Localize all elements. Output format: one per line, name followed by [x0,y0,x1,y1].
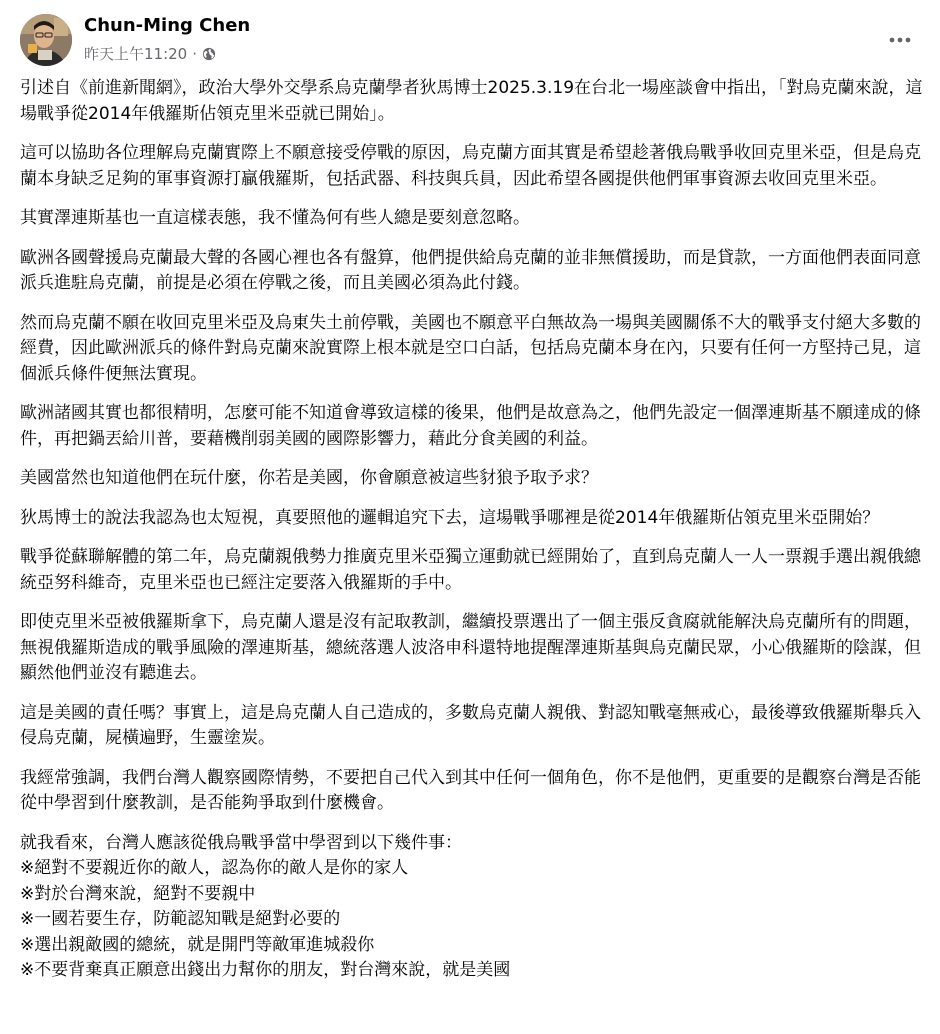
author-name[interactable]: Chun-Ming Chen [84,15,251,36]
post-paragraph: 歐洲諸國其實也都很精明，怎麼可能不知道會導致這樣的後果，他們是故意為之，他們先設定一個澤連斯基不願達成的條件，再把鍋丟給川普，要藉機削弱美國的國際影響力，藉此分食美國的利益。 [20,403,921,449]
list-item: ※選出親敵國的總統，就是開門等敵軍進城殺你 [20,934,375,955]
post-meta [84,43,216,64]
lessons-list [20,831,925,984]
post-paragraph: 歐洲各國聲援烏克蘭最大聲的各國心裡也各有盤算，他們提供給烏克蘭的並非無償援助，而是貸款，一方面他們表面同意派兵進駐烏克蘭，前提是必須在停戰之後，而且美國必須為此付錢。 [20,247,921,293]
post-paragraph: 然而烏克蘭不願在收回克里米亞及烏東失土前停戰，美國也不願意平白無故為一場與美國關係不大的戰爭支付絕大多數的經費，因此歐洲派兵的條件對烏克蘭來說實際上根本就是空口白話，包括烏克蘭本身在內，只要有任何一方堅持己見，這個派兵條件便無法實現。 [20,312,921,384]
more-horizontal-icon [888,36,912,44]
globe-icon[interactable] [202,47,216,61]
post-paragraph: 引述自《前進新聞網》，政治大學外交學系烏克蘭學者狄馬博士2025.3.19在台北一場座談會中指出，「對烏克蘭來說，這場戰爭從2014年俄羅斯佔領克里米亞就已開始」。 [20,78,923,124]
avatar[interactable] [20,14,72,66]
post-paragraph: 狄馬博士的說法我認為也太短視，真要照他的邏輯追究下去，這場戰爭哪裡是從2014年俄羅斯佔領克里米亞開始？ [20,507,880,528]
more-options-button[interactable] [882,22,918,58]
post-paragraph: 美國當然也知道他們在玩什麼，你若是美國，你會願意被這些豺狼予取予求？ [20,468,598,488]
list-item: ※絕對不要親近你的敵人，認為你的敵人是你的家人 [20,858,409,878]
lessons-intro: 就我看來，台灣人應該從俄烏戰爭當中學習到以下幾件事： [20,832,462,853]
meta-separator: · [192,44,198,63]
avatar-photo-icon [20,14,72,66]
post-header [20,12,920,68]
list-item: ※一國若要生存，防範認知戰是絕對必要的 [20,909,341,929]
list-item: ※對於台灣來說，絕對不要親中 [20,883,256,904]
post-paragraph: 這是美國的責任嗎？事實上，這是烏克蘭人自己造成的，多數烏克蘭人親俄、對認知戰毫無戒心，最後導致俄羅斯舉兵入侵烏克蘭，屍橫遍野，生靈塗炭。 [20,702,921,748]
post-paragraph: 戰爭從蘇聯解體的第二年，烏克蘭親俄勢力推廣克里米亞獨立運動就已經開始了，直到烏克蘭人一人一票親手選出親俄總統亞努科維奇，克里米亞也已經注定要落入俄羅斯的手中。 [20,547,921,593]
post-timestamp[interactable]: 昨天上午11:20 [84,45,188,63]
post-paragraph: 我經常強調，我們台灣人觀察國際情勢，不要把自己代入到其中任何一個角色，你不是他們，更重要的是觀察台灣是否能從中學習到什麼教訓，是否能夠爭取到什麼機會。 [20,767,921,813]
list-item: ※不要背棄真正願意出錢出力幫你的朋友，對台灣來說，就是美國 [20,960,511,980]
post-body [20,76,925,984]
post-paragraph: 這可以協助各位理解烏克蘭實際上不願意接受停戰的原因，烏克蘭方面其實是希望趁著俄烏戰爭收回克里米亞，但是烏克蘭本身缺乏足夠的軍事資源打贏俄羅斯，包括武器、科技與兵員，因此希望各國提供他們軍事資源去收回克里米亞。 [20,143,921,189]
post-paragraph: 即使克里米亞被俄羅斯拿下，烏克蘭人還是沒有記取教訓，繼續投票選出了一個主張反貪腐就能解決烏克蘭所有的問題，無視俄羅斯造成的戰爭風險的澤連斯基，總統落選人波洛申科還特地提醒澤連斯基與烏克蘭民眾，小心俄羅斯的陰謀，但顯然他們並沒有聽進去。 [20,612,921,683]
post-paragraph: 其實澤連斯基也一直這樣表態，我不懂為何有些人總是要刻意忽略。 [20,208,530,228]
